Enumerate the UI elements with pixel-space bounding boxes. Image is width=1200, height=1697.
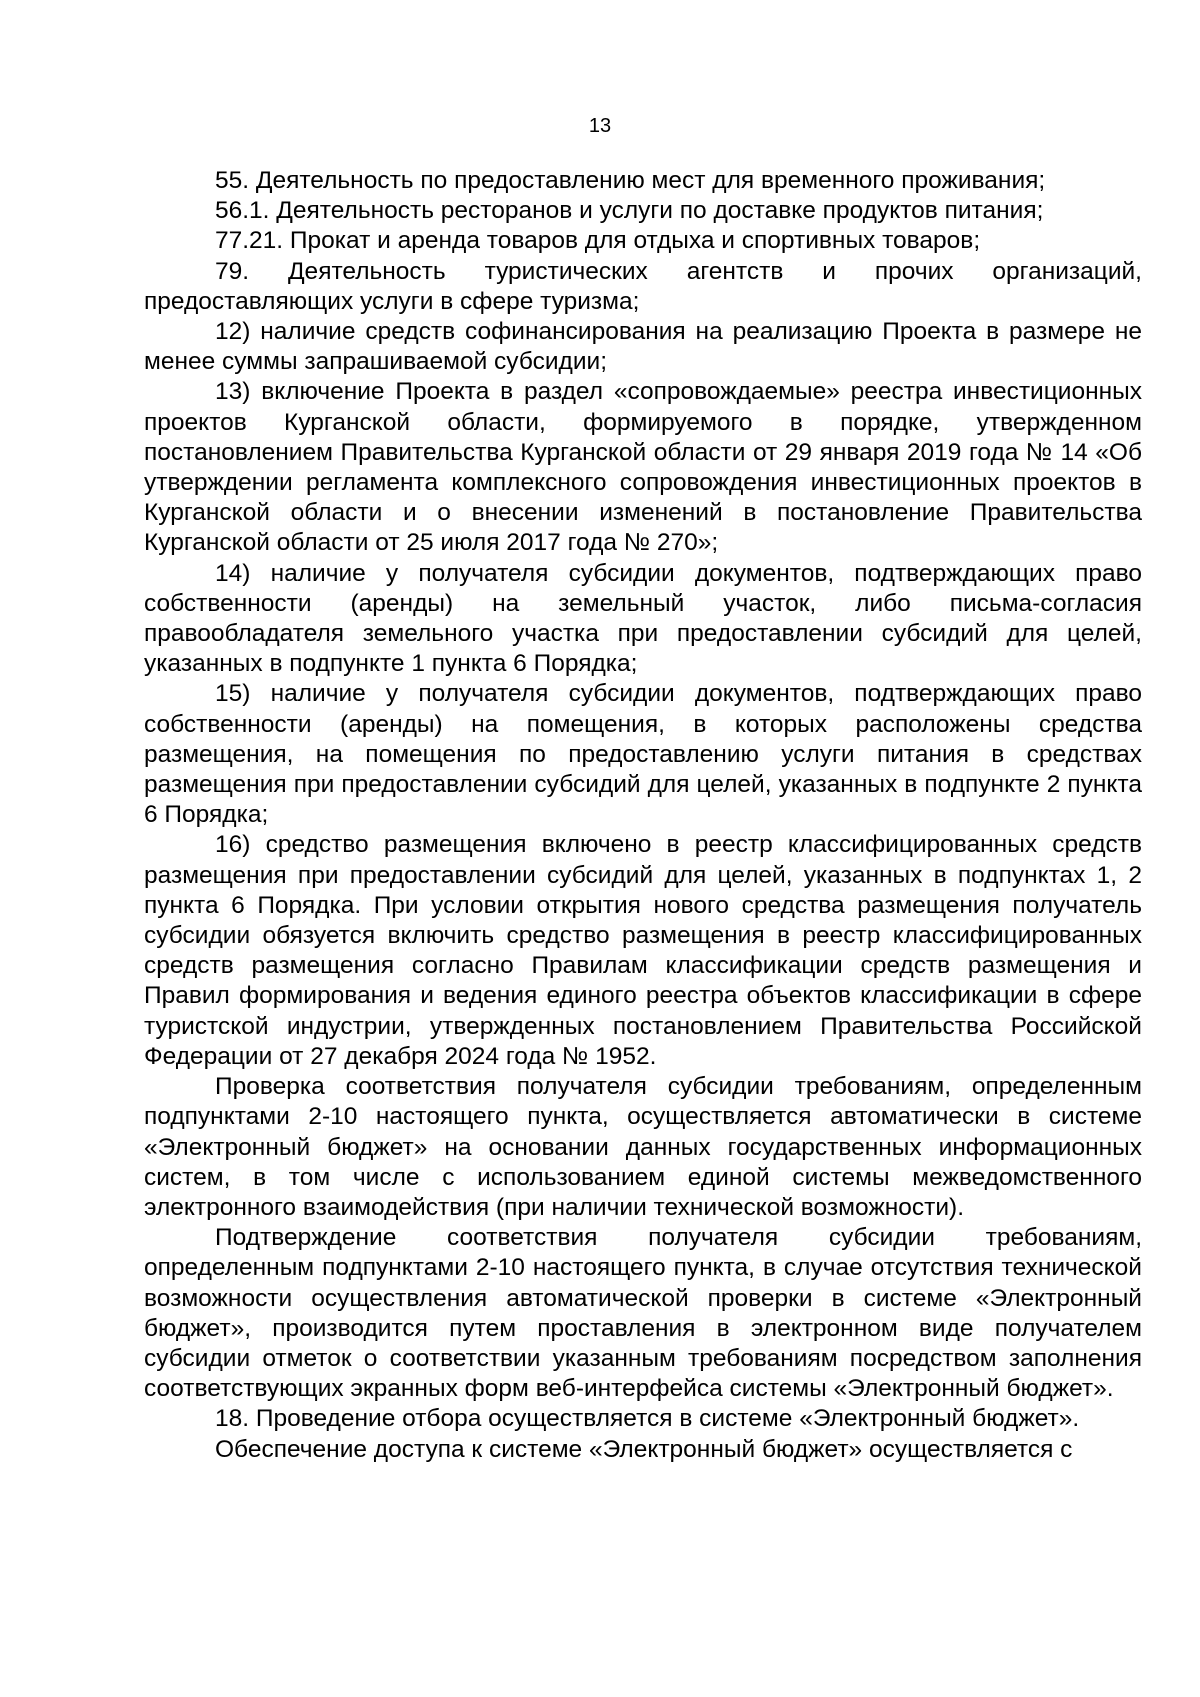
paragraph-manual-confirmation: Подтверждение соответствия получателя субсидии требованиям, определенным подпунктами 2-10 настоящего пункта, в случае отсутствия технической возможности осуществления автоматической проверки в системе «Электронный бюджет», производится путем проставления в электронном виде получателем субсидии отметок о соответствии указанным требованиям посредством заполнения соответствующих экранных форм веб-интерфейса системы «Электронный бюджет».: [144, 1224, 1142, 1403]
page-number: 13: [588, 115, 612, 137]
paragraph-okved-77-21: 77.21. Прокат и аренда товаров для отдыха и спортивных товаров;: [215, 227, 981, 255]
paragraph-item-18: 18. Проведение отбора осуществляется в системе «Электронный бюджет».: [215, 1405, 1080, 1433]
paragraph-item-13: 13) включение Проекта в раздел «сопровождаемые» реестра инвестиционных проектов Курганской области, формируемого в порядке, утвержденном постановлением Правительства Курганской области от 29 января 2019 года № 14 «Об утверждении регламента комплексного сопровождения инвестиционных проектов в Курганской области и о внесении изменений в постановление Правительства Курганской области от 25 июля 2017 года № 270»;: [144, 378, 1142, 557]
paragraph-item-15: 15) наличие у получателя субсидии документов, подтверждающих право собственности (аренды) на помещения, в которых расположены средства размещения, на помещения по предоставлению услуги питания в средствах размещения при предоставлении субсидий для целей, указанных в подпункте 2 пункта 6 Порядка;: [144, 680, 1142, 829]
paragraph-okved-55: 55. Деятельность по предоставлению мест для временного проживания;: [215, 167, 1046, 194]
document-body: [144, 166, 1142, 1465]
paragraph-item-16: 16) средство размещения включено в реестр классифицированных средств размещения при предоставлении субсидий для целей, указанных в подпунктах 1, 2 пункта 6 Порядка. При условии открытия нового средства размещения получатель субсидии обязуется включить средство размещения в реестр классифицированных средств размещения согласно Правилам классификации средств размещения и Правил формирования и ведения единого реестра объектов классификации в сфере туристской индустрии, утвержденных постановлением Правительства Российской Федерации от 27 декабря 2024 года № 1952.: [144, 831, 1142, 1070]
paragraph-okved-56-1: 56.1. Деятельность ресторанов и услуги по доставке продуктов питания;: [215, 197, 1044, 225]
paragraph-automatic-check: Проверка соответствия получателя субсидии требованиям, определенным подпунктами 2-10 настоящего пункта, осуществляется автоматически в системе «Электронный бюджет» на основании данных государственных информационных систем, в том числе с использованием единой системы межведомственного электронного взаимодействия (при наличии технической возможности).: [144, 1073, 1142, 1221]
paragraph-item-12: 12) наличие средств софинансирования на реализацию Проекта в размере не менее суммы запрашиваемой субсидии;: [144, 318, 1142, 376]
paragraph-okved-79: 79. Деятельность туристических агентств и прочих организаций, предоставляющих услуги в сфере туризма;: [144, 257, 1142, 315]
paragraph-access: Обеспечение доступа к системе «Электронный бюджет» осуществляется с: [215, 1435, 1073, 1463]
paragraph-item-14: 14) наличие у получателя субсидии документов, подтверждающих право собственности (аренды) на земельный участок, либо письма-согласия правообладателя земельного участка при предоставлении субсидий для целей, указанных в подпункте 1 пункта 6 Порядка;: [144, 559, 1142, 678]
